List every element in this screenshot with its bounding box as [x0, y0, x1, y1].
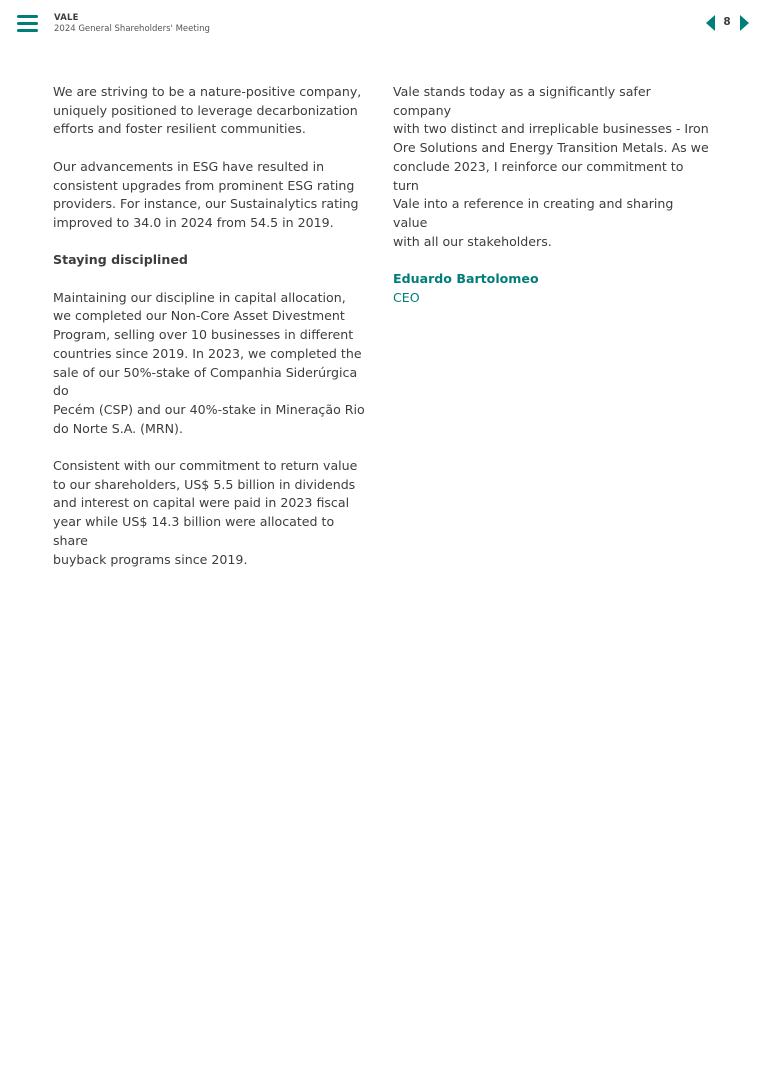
document-brand: [54, 13, 210, 35]
body-paragraph: Vale stands today as a significantly safer company with two distinct and irreplicable businesses - Iron Ore Solutions and Energy Transition Metals. As we conclude 2023, I reinforce our commitment to turn Vale into a reference in creating and sharing value with all our stakeholders.: [393, 84, 709, 249]
brand-name: VALE: [54, 13, 79, 23]
hamburger-menu-icon[interactable]: [17, 15, 38, 32]
body-paragraph: Our advancements in ESG have resulted in consistent upgrades from prominent ESG rating providers. For instance, our Sustainalytics rating improved to 34.0 in 2024 from 54.5 in 2019.: [53, 158, 359, 230]
section-heading: Staying disciplined: [53, 252, 188, 268]
menu-bar: [17, 22, 38, 25]
menu-bar: [17, 15, 38, 18]
body-paragraph: Consistent with our commitment to return value to our shareholders, US$ 5.5 billion in dividends and interest on capital were paid in 2023 fiscal year while US$ 14.3 billion were allocated to share buyback programs since 2019.: [53, 458, 358, 567]
menu-bar: [17, 29, 38, 32]
page-navigation: [702, 13, 752, 33]
page-number: 8: [723, 16, 731, 28]
right-column: [393, 83, 711, 307]
page-header: [0, 0, 766, 46]
document-subtitle: 2024 General Shareholders' Meeting: [54, 24, 210, 34]
previous-page-icon[interactable]: [706, 15, 715, 31]
next-page-icon[interactable]: [740, 15, 749, 31]
left-column: [53, 83, 371, 588]
body-paragraph: We are striving to be a nature-positive company, uniquely positioned to leverage decarbonization efforts and foster resilient communities.: [53, 84, 362, 137]
body-paragraph: Maintaining our discipline in capital allocation, we completed our Non-Core Asset Divestment Program, selling over 10 businesses in different countries since 2019. In 2023, we completed the sale of our 50%-stake of Companhia Siderúrgica do Pecém (CSP) and our 40%-stake in Mineração Rio do Norte S.A. (MRN).: [53, 289, 365, 436]
signature-title: CEO: [393, 289, 420, 305]
signature-name: Eduardo Bartolomeo: [393, 271, 539, 287]
